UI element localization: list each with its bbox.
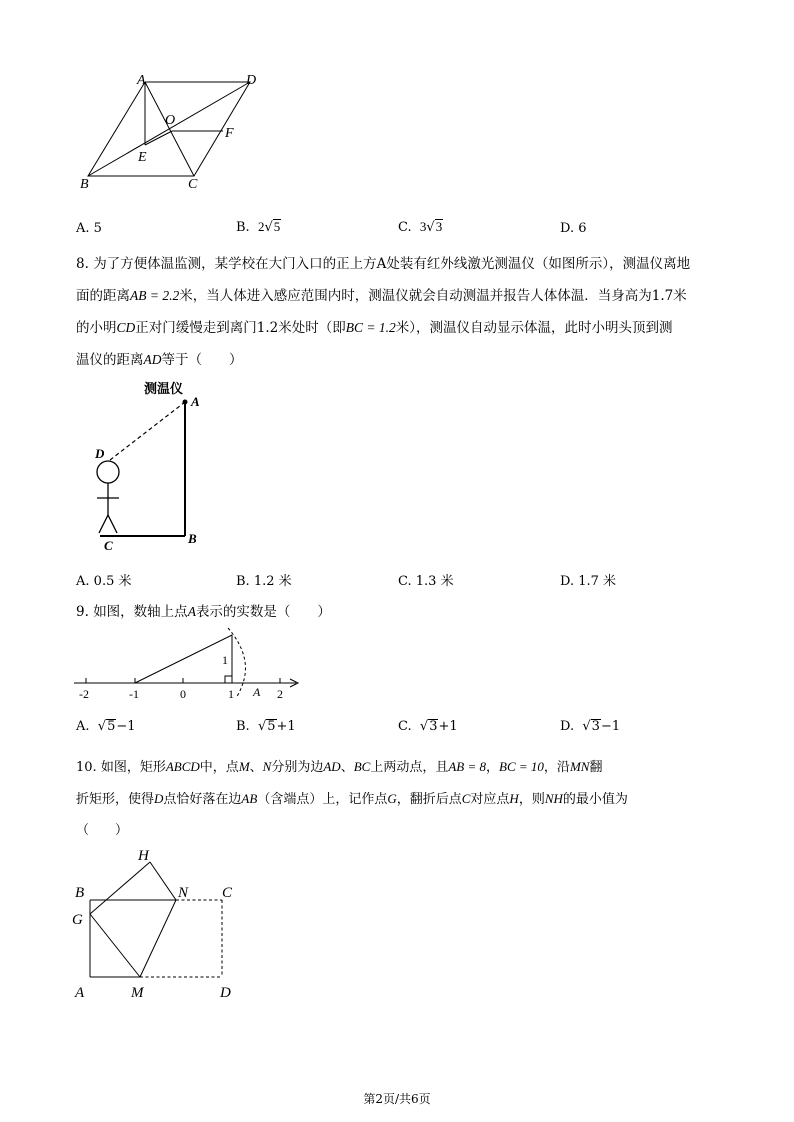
q7-label-D: D [246, 73, 257, 88]
q8-option-a: A. 0.5 米 [76, 574, 132, 589]
q10-label-H: H [138, 848, 149, 864]
q8-label-A: A [191, 394, 200, 409]
q9-tick-neg2: -2 [79, 687, 89, 701]
q10-stem [76, 751, 716, 846]
q9-tick-1: 1 [228, 687, 234, 701]
q10-rectangle-figure [66, 842, 246, 1002]
q7-option-a: A. 5 [76, 221, 102, 236]
q8-stem [76, 249, 716, 376]
q7-option-d: D. 6 [560, 221, 587, 236]
q9-stem: 9. 如图，数轴上点A表示的实数是（ ） [76, 604, 331, 620]
q8-option-b: B. 1.2 米 [236, 574, 292, 589]
q10-label-A: A [75, 985, 85, 1001]
q8-line4: 温仪的距离AD等于（ ） [76, 352, 243, 368]
q10-label-D: D [220, 985, 231, 1001]
q9-tick-2: 2 [277, 687, 283, 701]
q9-height-label: 1 [222, 653, 228, 667]
q9-tick-0: 0 [180, 687, 186, 701]
page-footer: 第2页/共6页 [363, 1092, 431, 1106]
q8-line3: 的小明CD正对门缓慢走到离门1.2米处时（即BC = 1.2米），测温仪自动显示体温，此时小明头顶到测 [76, 320, 673, 336]
q8-label-C: C [104, 538, 113, 553]
q10-label-G: G [72, 912, 83, 928]
q10-line1: 10. 如图，矩形ABCD中，点M、N分别为边AD、BC上两动点，且AB = 8，BC = 10，沿MN翻 [76, 759, 603, 775]
q7-option-c: C. 3√3 [398, 219, 443, 235]
q8-thermometer-figure [90, 390, 220, 555]
q10-label-M: M [131, 985, 144, 1001]
q9-point-label: A [253, 685, 261, 699]
q8-option-c: C. 1.3 米 [398, 574, 454, 589]
q7-label-O: O [165, 113, 176, 128]
q7-option-b: B. 2√5 [236, 219, 281, 235]
q7-parallelogram-figure [70, 70, 270, 195]
q9-option-a: A. √5−1 [76, 719, 136, 734]
q7-label-F: F [225, 126, 234, 141]
q9-number-line-figure [70, 626, 310, 704]
q7-label-C: C [188, 177, 198, 192]
q8-label-B: B [188, 531, 197, 546]
q7-label-A: A [137, 73, 146, 88]
q7-label-E: E [138, 150, 147, 165]
q10-label-N: N [178, 885, 189, 901]
q8-line2: 面的距离AB = 2.2米，当人体进入感应范围内时，测温仪就会自动测温并报告人体体温．当身高为1.7米 [76, 288, 687, 304]
q9-option-d: D. √3−1 [560, 719, 621, 734]
q8-option-d: D. 1.7 米 [560, 574, 617, 589]
q8-line1: 8. 为了方便体温监测，某学校在大门入口的正上方A处装有红外线激光测温仪（如图所示），测温仪离地 [76, 256, 691, 272]
q10-label-C: C [222, 885, 233, 901]
q9-option-b: B. √5+1 [236, 719, 296, 734]
q7-label-B: B [80, 177, 89, 192]
q9-option-c: C. √3+1 [398, 719, 458, 734]
q8-thermometer-caption: 测温仪 [144, 382, 184, 397]
q9-tick-neg1: -1 [129, 687, 139, 701]
q10-label-B: B [75, 885, 85, 901]
q10-line3: （ ） [76, 823, 129, 838]
q10-line2: 折矩形，使得D点恰好落在边AB（含端点）上，记作点G，翻折后点C对应点H，则NH的最小值为 [76, 791, 628, 807]
q8-label-D: D [95, 446, 105, 461]
